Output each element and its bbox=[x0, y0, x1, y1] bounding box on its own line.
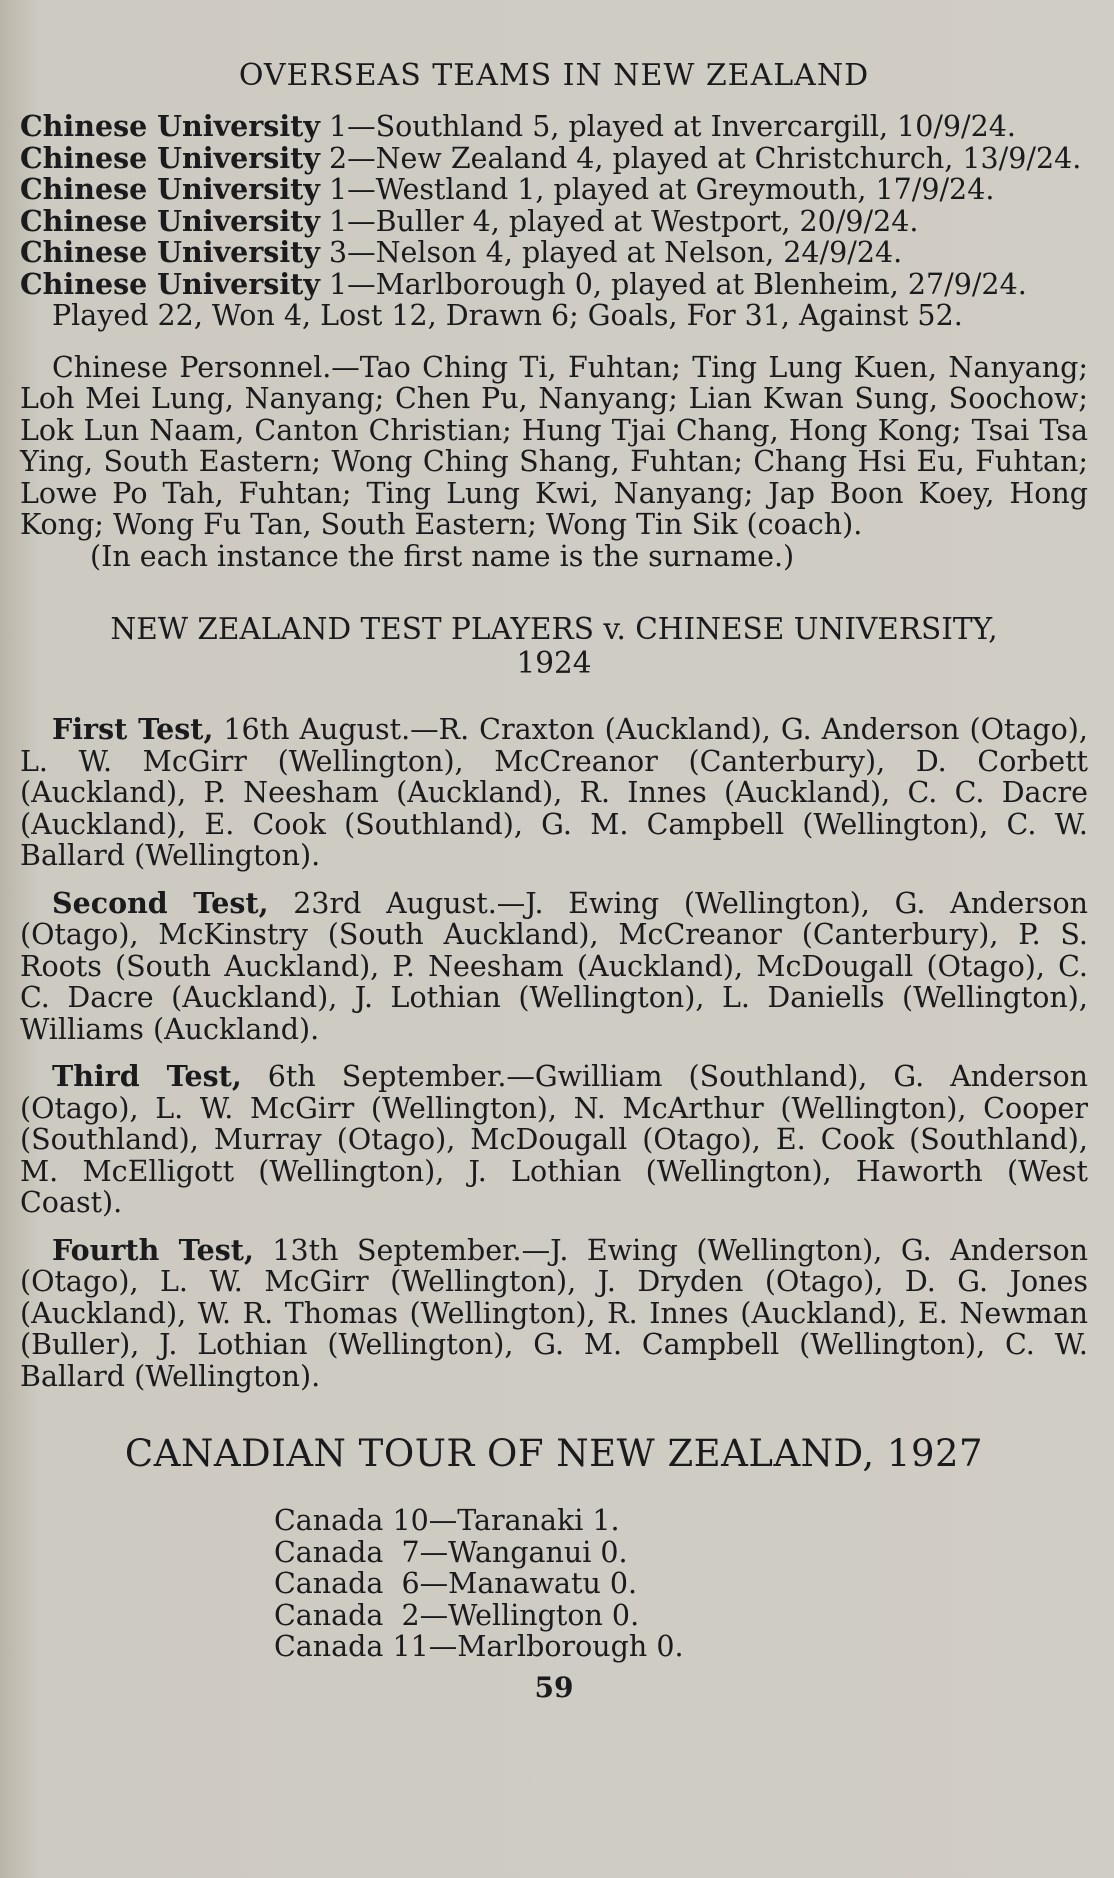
test-lineup: 6th September.—Gwilliam (Southland), G. Anderson (Otago), L. W. McGirr (Wellington), N. McArthur (Wellington), Cooper (Southland), Murray (Otago), McDougall (Otago), E. Cook (Southland), M. McElligott (Wellington), J. Lothian (Wellington), Haworth (West Coast). bbox=[20, 1060, 1089, 1219]
page-heading: OVERSEAS TEAMS IN NEW ZEALAND bbox=[238, 58, 870, 93]
result-line bbox=[20, 266, 1088, 301]
test-lineup: 13th September.—J. Ewing (Wellington), G. Anderson (Otago), L. W. McGirr (Wellington), J. Dryden (Otago), D. G. Jones (Auckland), W. R. Thomas (Wellington), R. Innes (Auckland), E. Newman (Buller), J. Lothian (Wellington), G. M. Campbell (Wellington), C. W. Ballard (Wellington). bbox=[20, 1233, 1089, 1393]
result-detail: 2—New Zealand 4, played at Christchurch, 13/9/24. bbox=[319, 141, 1082, 175]
test-players-heading bbox=[20, 612, 1088, 680]
test-paragraph bbox=[20, 885, 1088, 1046]
canada-result-line: Canada 2—Wellington 0. bbox=[274, 1598, 640, 1632]
canadian-tour-heading: CANADIAN TOUR OF NEW ZEALAND, 1927 bbox=[124, 1432, 984, 1475]
canada-result-line: Canada 11—Marlborough 0. bbox=[274, 1630, 684, 1663]
test-lineup: 23rd August.—J. Ewing (Wellington), G. Anderson (Otago), McKinstry (South Auckland), McCreanor (Canterbury), P. S. Roots (South Auckland), P. Neesham (Auckland), McDougall (Otago), C. C. Dacre (Auckland), J. Lothian (Wellington), L. Daniells (Wellington), Williams (Auckland). bbox=[20, 886, 1088, 1046]
test-paragraph bbox=[20, 714, 1088, 872]
canada-result-line: Canada 6—Manawatu 0. bbox=[274, 1567, 638, 1600]
season-summary: Played 22, Won 4, Lost 12, Drawn 6; Goals, For 31, Against 52. bbox=[52, 299, 963, 332]
results-list bbox=[20, 111, 1088, 300]
result-team: Chinese University bbox=[20, 266, 320, 301]
result-detail: 1—Westland 1, played at Greymouth, 17/9/24. bbox=[319, 173, 995, 206]
result-line bbox=[20, 111, 1088, 143]
result-detail: 1—Marlborough 0, played at Blenheim, 27/9/24. bbox=[319, 267, 1027, 301]
canada-result-line: Canada 7—Wanganui 0. bbox=[274, 1535, 628, 1569]
test-label: First Test, bbox=[52, 712, 214, 746]
result-line bbox=[20, 203, 1088, 238]
surname-note: (In each instance the first name is the surname.) bbox=[90, 539, 795, 573]
result-detail: 3—Nelson 4, played at Nelson, 24/9/24. bbox=[319, 236, 903, 269]
test-paragraph bbox=[20, 1232, 1089, 1393]
result-detail: 1—Buller 4, played at Westport, 20/9/24. bbox=[319, 204, 919, 238]
test-lineup: 16th August.—R. Craxton (Auckland), G. Anderson (Otago), L. W. McGirr (Wellington), McCreanor (Canterbury), D. Corbett (Auckland), P. Neesham (Auckland), R. Innes (Auckland), C. C. Dacre (Auckland), E. Cook (Southland), G. M. Campbell (Wellington), C. W. Ballard (Wellington). bbox=[20, 713, 1088, 872]
result-team: Chinese University bbox=[20, 140, 320, 175]
page-number: 59 bbox=[534, 1670, 574, 1704]
result-line bbox=[20, 174, 1088, 206]
result-detail: 1—Southland 5, played at Invercargill, 10/9/24. bbox=[319, 110, 1016, 143]
test-paragraph bbox=[20, 1061, 1088, 1219]
test-label: Third Test, bbox=[52, 1059, 242, 1093]
result-team: Chinese University bbox=[20, 203, 320, 238]
canada-result-line: Canada 10—Taranaki 1. bbox=[274, 1504, 620, 1537]
test-players-heading-line2: 1924 bbox=[516, 646, 592, 680]
result-line bbox=[20, 237, 1088, 269]
personnel-paragraph: Chinese Personnel.—Tao Ching Ti, Fuhtan; Ting Lung Kuen, Nanyang; Loh Mei Lung, Nanyang; Chen Pu, Nanyang; Lian Kwan Sung, Soochow; Lok Lun Naam, Canton Christian; Hung Tjai Chang, Hong Kong; Tsai Tsa Ying, South Eastern; Wong Ching Shang, Fuhtan; Chang Hsi Eu, Fuhtan; Lowe Po Tah, Fuhtan; Ting Lung Kwi, Nanyang; Jap Boon Koey, Hong Kong; Wong Fu Tan, South Eastern; Wong Tin Sik (coach). bbox=[20, 350, 1088, 541]
canada-results-list bbox=[274, 1505, 1088, 1663]
test-players-heading-line1: NEW ZEALAND TEST PLAYERS v. CHINESE UNIVERSITY, bbox=[110, 612, 998, 646]
test-label: Second Test, bbox=[52, 885, 269, 920]
result-line bbox=[20, 140, 1088, 175]
result-team: Chinese University bbox=[20, 172, 320, 206]
test-label: Fourth Test, bbox=[52, 1232, 254, 1267]
result-team: Chinese University bbox=[20, 109, 320, 143]
result-team: Chinese University bbox=[20, 235, 320, 269]
